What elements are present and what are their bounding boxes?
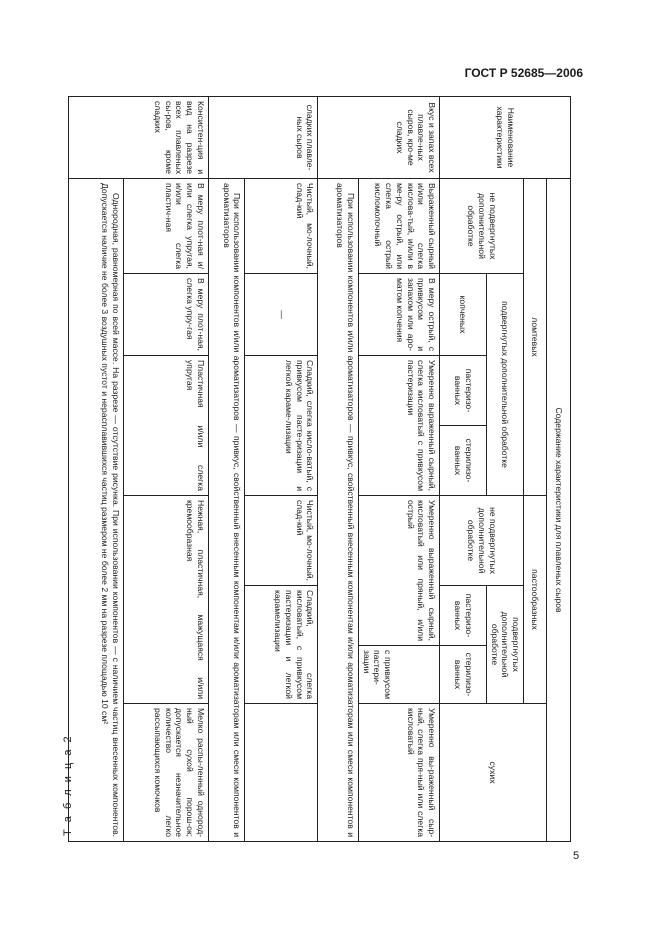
slice-sterilized: стерилизо-ванных [440,426,487,496]
row1-cell: Умеренно вы-раженный сыр-ный, слегка пря-ный или слегка кисловатый [358,704,439,842]
row2-cell: Сладкий, слегка кисло-ватый, с привкусом пасте-ризации и легкой караме-лизации [245,356,318,496]
row1-cell: Умеренно выраженный сырный, слегка кисловатый с привкусом пастеризации [358,356,439,496]
content-header: Содержание характеристики для плавленых сыров [546,179,570,842]
group-dry: сухих [440,704,547,842]
characteristics-table [68,96,571,842]
slice-pasteurized: пастеризо-ванных [440,356,487,426]
row2-cell: Чистый, мо-лочный, слад-кий [245,179,318,274]
row1-name: Вкус и запах всех плавле-ных сыров, кро-ме сладких [318,97,440,179]
page-number: 5 [573,850,580,862]
row3-cell: Мелко распы-ленный однород-ный сухой порош-ок; допускается незначительное количество легко рассыпающихся комочков [123,704,208,842]
row1-note: При использовании компонентов и/или ароматизаторов — привкус, свойственный внесенным компонентам и/или ароматизаторам или смеси компонентов и ароматизаторов [318,179,359,842]
slice-subjected: подвергнутых дополнительной обработке [486,274,524,496]
col-name-header: Наименование характеристики [440,97,571,179]
row2-cell: — [245,274,318,356]
paste-sterilized: стерилизо-ванных [440,646,487,704]
row2-name: сладких плавле-ных сыров [208,97,317,179]
group-paste: пастообразных [524,496,546,704]
row3-name: Консистен-ция и вид на разрезе всех плавленых сы-ров, кроме сладких [69,97,209,179]
slice-not-subjected: не подвергнутых дополнительной обработке [440,179,524,274]
row2-cell: Чистый, мо-лочный, слад-кий [245,496,318,586]
row3-note: Однородная, равномерная по всей массе. На разрезе — отсутствие рисунка. При использовании компонентов — с наличием частиц внесенных компонентов. Допускается наличие не более 3 воздушных пустот и нерасплавившихся частиц размером не более 2 мм на разрезе площадью 10 см² [69,179,124,842]
paste-subjected: подвергнутых дополнительной обработке [486,586,524,704]
slice-smoked: копченых [440,274,487,356]
row3-cell: В меру плот-ная, слегка упру-гая [123,274,208,356]
paste-not-subjected: не подвергнутых дополнительной обработке [440,496,524,586]
row2-cell: Сладкий, слегка кисловатый, с привкусом пастеризации и легкой карамелизации [245,586,318,704]
row3-cell: Пластичная и/или слегка упругая [123,356,208,496]
row1-cell: Умеренно выраженный сырный, кисловатый или пряный, и/или острый [358,496,439,646]
row1-cell: В меру острый, с привкусом и запахом или аро-матом копчения [358,274,439,356]
row2-note: При использовании компонентов и/или ароматизаторов — привкус, свойственный внесенным компонентам и/или ароматизаторам или смеси компонентов и ароматизаторов [208,179,244,842]
row2-cell-empty [245,704,318,842]
row1-cell: Выраженный сырный и/или слегка кислова-тый, и/или в ме-ру острый, или слегка острый кисломолочный [358,179,439,274]
table-caption: Т а б л и ц а 2 [62,734,74,836]
rotated-table-wrapper [68,96,571,841]
standard-header: ГОСТ Р 52685—2006 [464,66,583,80]
paste-pasteurized: пастеризо-ванных [440,586,487,646]
row1-cell: с привкусом пастери-зации [358,646,439,704]
row3-cell: Нежная, пластичная, мажущаяся и/или кремообразная [123,496,208,704]
group-slice: ломтевых [524,179,546,496]
row3-cell: В меру плот-ная и/или слегка упругая, и/или слегка пластич-ная [123,179,208,274]
